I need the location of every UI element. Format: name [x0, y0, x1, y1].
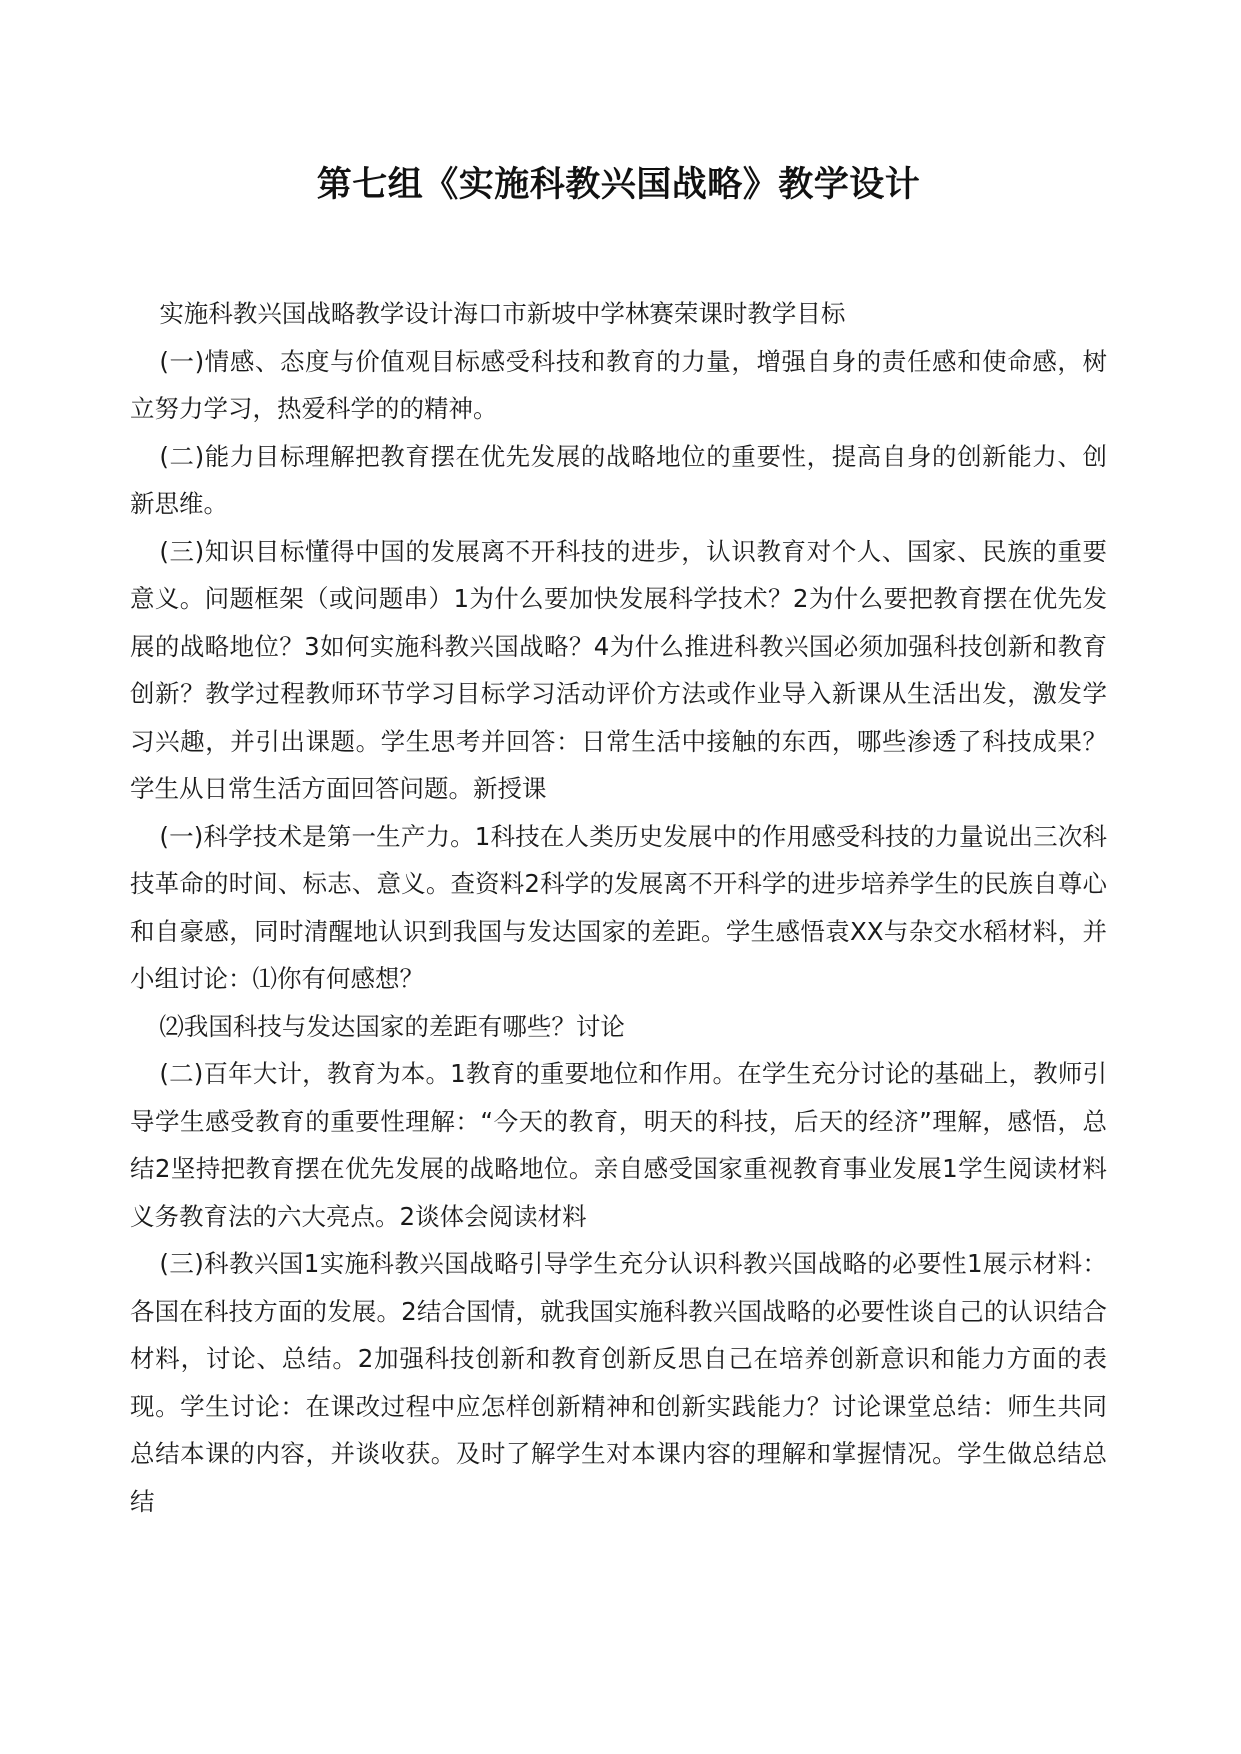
paragraph-section-strategy: (三)科教兴国1实施科教兴国战略引导学生充分认识科教兴国战略的必要性1展示材料：各国在科技方面的发展。2结合国情，就我国实施科教兴国战略的必要性谈自己的认识结合材料，讨论、总结。2加强科技创新和教育创新反思自己在培养创新意识和能力方面的表现。学生讨论：在课改过程中应怎样创新精神和创新实践能力？讨论课堂总结：师生共同总结本课的内容，并谈收获。及时了解学生对本课内容的理解和掌握情况。学生做总结总结 — [130, 1249, 1107, 1516]
paragraph-goal-emotion: (一)情感、态度与价值观目标感受科技和教育的力量，增强自身的责任感和使命感，树立努力学习，热爱科学的的精神。 — [130, 346, 1107, 423]
document-body — [130, 290, 1107, 1525]
paragraph-goal-knowledge: (三)知识目标懂得中国的发展离不开科技的进步，认识教育对个人、国家、民族的重要意义。问题框架（或问题串）1为什么要加快发展科学技术？2为什么要把教育摆在优先发展的战略地位？3如何实施科教兴国战略？4为什么推进科教兴国必须加强科技创新和教育创新？教学过程教师环节学习目标学习活动评价方法或作业导入新课从生活出发，激发学习兴趣，并引出课题。学生思考并回答：日常生活中接触的东西，哪些渗透了科技成果？学生从日常生活方面回答问题。新授课 — [130, 536, 1107, 803]
document-title: 第七组《实施科教兴国战略》教学设计 — [316, 165, 921, 205]
paragraph-goal-ability: (二)能力目标理解把教育摆在优先发展的战略地位的重要性，提高自身的创新能力、创新思维。 — [130, 441, 1107, 518]
paragraph-section-education: (二)百年大计，教育为本。1教育的重要地位和作用。在学生充分讨论的基础上，教师引导学生感受教育的重要性理解：“今天的教育，明天的科技，后天的经济”理解，感悟，总结2坚持把教育摆在优先发展的战略地位。亲自感受国家重视教育事业发展1学生阅读材料义务教育法的六大亮点。2谈体会阅读材料 — [130, 1059, 1107, 1231]
paragraph-discussion-gap: ⑵我国科技与发达国家的差距有哪些？讨论 — [159, 1011, 625, 1041]
paragraph-section-science: (一)科学技术是第一生产力。1科技在人类历史发展中的作用感受科技的力量说出三次科技革命的时间、标志、意义。查资料2科学的发展离不开科学的进步培养学生的民族自尊心和自豪感，同时清醒地认识到我国与发达国家的差距。学生感悟袁XX与杂交水稻材料，并小组讨论：⑴你有何感想？ — [130, 821, 1107, 993]
paragraph-intro: 实施科教兴国战略教学设计海口市新坡中学林赛荣课时教学目标 — [159, 299, 846, 328]
